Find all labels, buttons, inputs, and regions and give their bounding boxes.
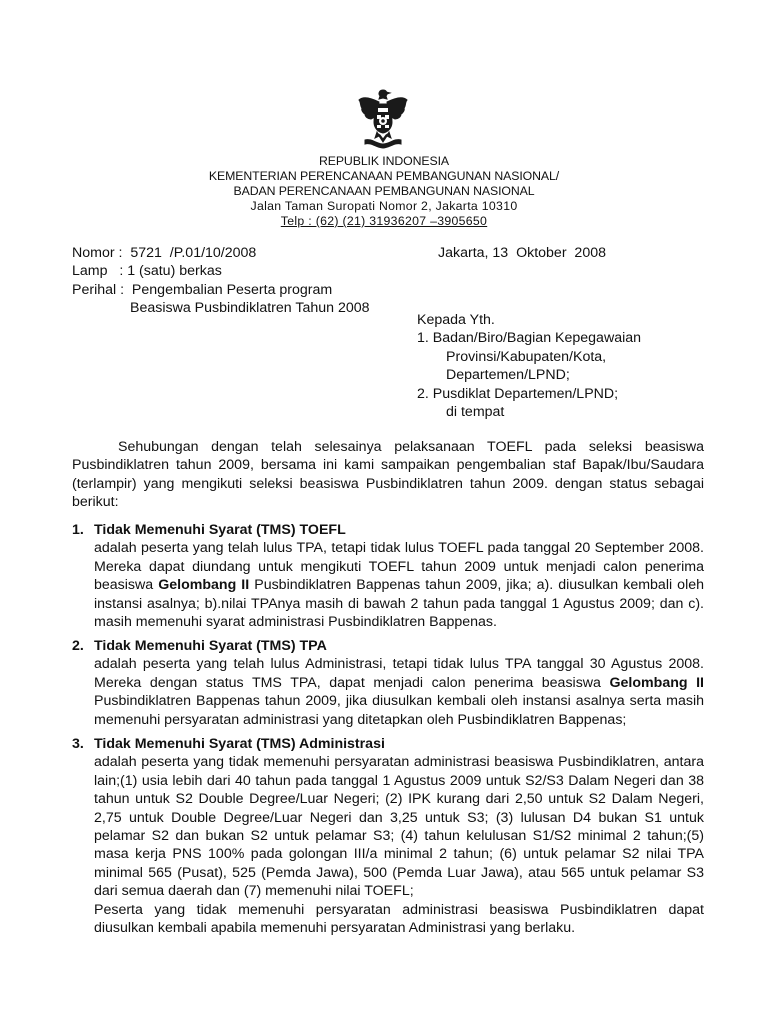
section-title: Tidak Memenuhi Syarat (TMS) Administrasi <box>94 736 385 752</box>
meta-perihal-continued: Beasiswa Pusbindiklatren Tahun 2008 <box>130 300 370 317</box>
recipient-item-1-line-3: Departemen/LPND; <box>446 367 570 384</box>
section-body <box>94 753 704 937</box>
section-number: 2. <box>72 638 84 654</box>
section-body <box>94 539 704 631</box>
section-text: adalah peserta yang telah lulus TPA, tetapi tidak lulus TOEFL pada tanggal 20 September 2008. Mereka dapat diundang untuk mengikuti TOEFL tahun 2009 untuk menjadi calon penerima beasiswa <box>94 540 704 594</box>
section-text-closing: Peserta yang tidak memenuhi persyaratan administrasi beasiswa Pusbindiklatren dapat diusulkan kembali apabila memenuhi persyaratan Administrasi yang berlaku. <box>94 901 704 937</box>
meta-nomor: Nomor : 5721 /P.01/10/2008 <box>72 245 257 261</box>
letterhead-phone: Telp : (62) (21) 31936207 –3905650 <box>280 214 488 228</box>
section-heading <box>72 637 704 655</box>
letter-date: Jakarta, 13 Oktober 2008 <box>438 245 606 261</box>
letter-meta <box>72 244 402 318</box>
section-bold-term: Gelombang II <box>158 577 250 594</box>
letterhead-phone-wrap <box>0 214 768 229</box>
section-heading <box>72 521 704 539</box>
intro-paragraph: Sehubungan dengan telah selesainya pelaksanaan TOEFL pada seleksi beasiswa Pusbindiklatren tahun 2009, bersama ini kami sampaikan pengembalian staf Bapak/Ibu/Saudara (terlampir) yang mengikuti seleksi beasiswa Pusbindiklatren tahun 2009. dengan status sebagai berikut: <box>72 439 704 511</box>
recipient-item-1-line-2: Provinsi/Kabupaten/Kota, <box>446 348 607 365</box>
section-heading <box>72 735 704 753</box>
section-tpa <box>72 637 704 729</box>
letterhead-address: Jalan Taman Suropati Nomor 2, Jakarta 10310 <box>250 199 518 213</box>
section-toefl <box>72 521 704 631</box>
section-text: adalah peserta yang telah lulus Administrasi, tetapi tidak lulus TPA tanggal 30 Agustus 2008. Mereka dengan status TMS TPA, dapat menjadi calon penerima beasiswa <box>94 656 704 691</box>
section-text: Pusbindiklatren Bappenas tahun 2009, jika diusulkan kembali oleh instansi asalnya serta masih memenuhi persyaratan administrasi yang ditetapkan oleh Pusbindiklatren Bappenas; <box>94 693 704 728</box>
section-number: 1. <box>72 522 84 538</box>
meta-perihal: Perihal : Pengembalian Peserta program <box>72 281 333 298</box>
section-title: Tidak Memenuhi Syarat (TMS) TPA <box>94 638 327 654</box>
section-administrasi <box>72 735 704 937</box>
garuda-emblem-icon <box>357 88 409 150</box>
section-bold-term: Gelombang II <box>609 674 704 691</box>
recipient-item-2-line-2: di tempat <box>446 404 505 421</box>
section-number: 3. <box>72 736 84 752</box>
section-title: Tidak Memenuhi Syarat (TMS) TOEFL <box>94 522 346 538</box>
recipient-greeting: Kepada Yth. <box>417 312 495 328</box>
recipient-block <box>417 311 737 421</box>
recipient-item-2: 2. Pusdiklat Departemen/LPND; <box>417 385 619 402</box>
letterhead-line-2: KEMENTERIAN PERENCANAAN PEMBANGUNAN NASIONAL/ <box>208 169 560 183</box>
section-text: adalah peserta yang tidak memenuhi persyaratan administrasi beasiswa Pusbindiklatren, antara lain;(1) usia lebih dari 40 tahun pada tanggal 1 Agustus 2009 untuk S2/S3 Dalam Negeri dan 38 tahun untuk S2 Double Degree/Luar Negeri; (2) IPK kurang dari 2,50 untuk S2 Dalam Negeri, 2,75 untuk Double Degree/Luar Negeri dan 3,25 untuk S3; (3) lulusan D4 bukan S1 untuk pelamar S2 dan bukan S2 untuk pelamar S3; (4) tahun kelulusan S1/S2 minimal 2 tahun;(5) masa kerja PNS 100% pada golongan III/a minimal 2 tahun; (6) untuk pelamar S2 nilai TPA minimal 565 (Pusat), 525 (Pemda Jawa), 500 (Pemda Luar Jawa), atau 565 untuk pelamar S3 dari semua daerah dan (7) memenuhi nilai TOEFL; <box>94 754 704 900</box>
letterhead-line-1: REPUBLIK INDONESIA <box>318 154 450 168</box>
recipient-item-1: 1. Badan/Biro/Bagian Kepegawaian <box>417 330 642 347</box>
letterhead-line-3: BADAN PERENCANAAN PEMBANGUNAN NASIONAL <box>233 184 535 198</box>
section-text: Pusbindiklatren Bappenas tahun 2009, jika; a). diusulkan kembali oleh instansi asalnya; b).nilai TPAnya masih di bawah 2 tahun pada tanggal 1 Agustus 2009; dan c). masih memenuhi syarat administrasi Pusbindiklatren Bappenas. <box>94 577 704 631</box>
meta-lamp: Lamp : 1 (satu) berkas <box>72 263 222 280</box>
section-body <box>94 655 704 729</box>
